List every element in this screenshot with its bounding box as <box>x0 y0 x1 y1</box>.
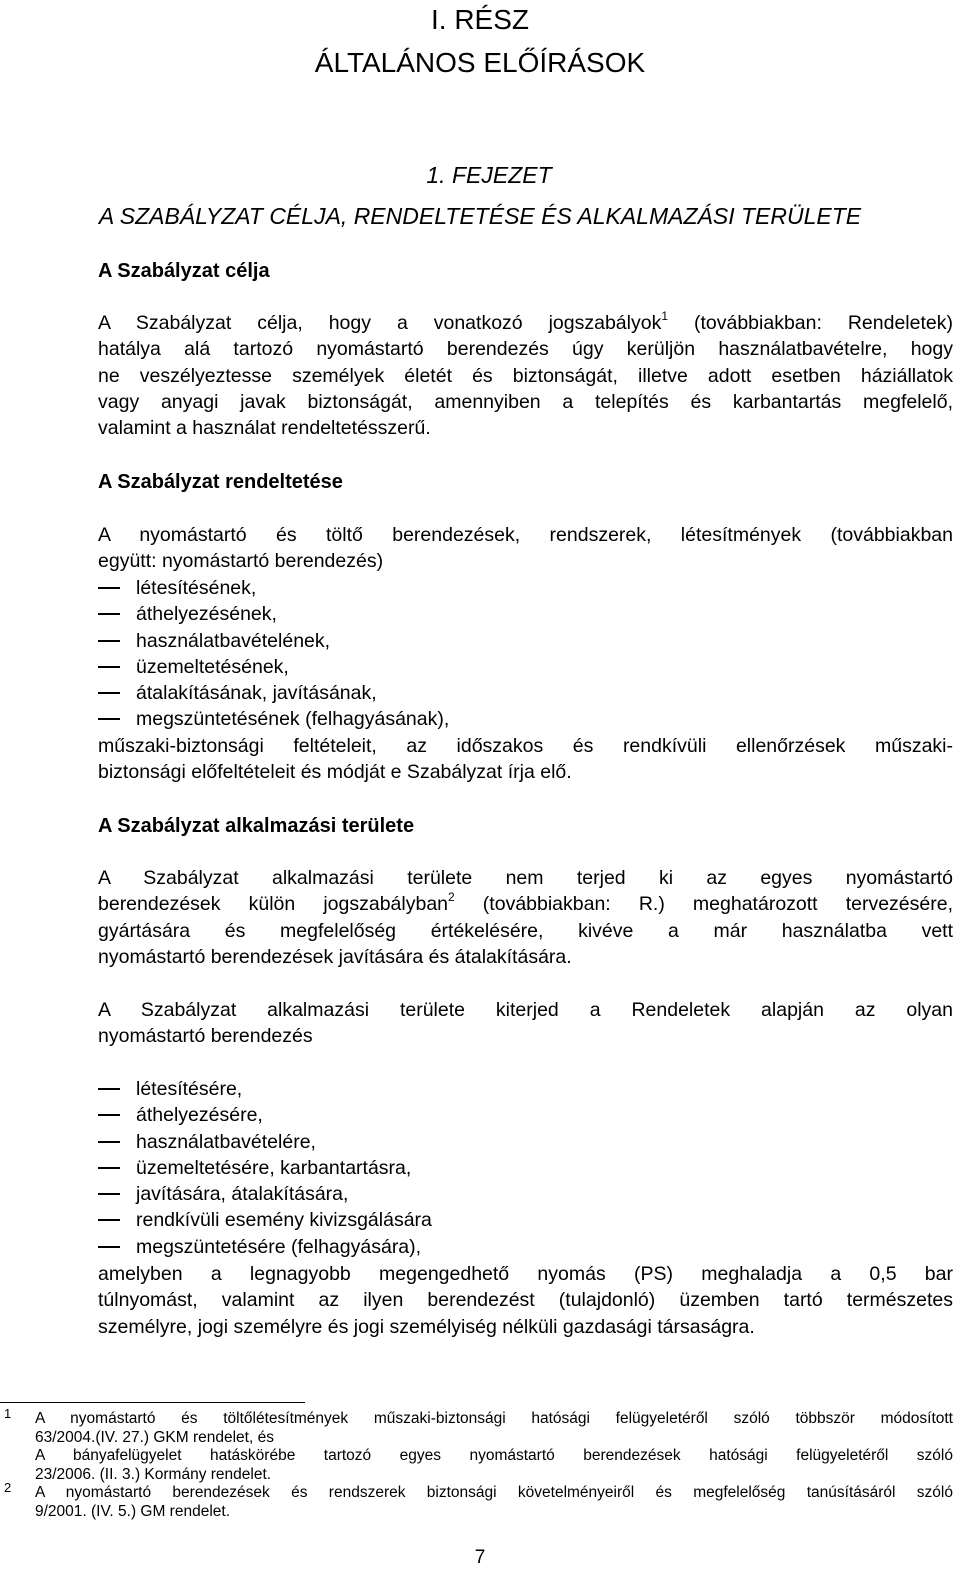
footnote-line: 23/2006. (II. 3.) Kormány rendelet. <box>35 1465 272 1483</box>
dash-bullet <box>98 1219 120 1221</box>
paragraph-line: valamint a használat rendeltetésszerű. <box>98 417 431 440</box>
footnote-line: 9/2001. (IV. 5.) GM rendelet. <box>35 1502 231 1520</box>
list-item: javítására, átalakítására, <box>98 1181 432 1207</box>
section-heading-purpose: A Szabályzat célja <box>98 260 270 282</box>
section-heading-designation: A Szabályzat rendeltetése <box>98 471 343 493</box>
dash-bullet <box>98 1141 120 1143</box>
scope-list <box>98 1076 432 1260</box>
paragraph-line: amelyben a legnagyobb megengedhető nyomás (PS) meghaladja a 0,5 bar <box>98 1263 953 1285</box>
part-number: I. RÉSZ <box>430 4 529 35</box>
paragraph-line: berendezések külön jogszabályban$^2$ (továbbiakban: R.) meghatározott tervezésére, <box>98 889 953 916</box>
paragraph-scope-1 <box>98 865 953 970</box>
chapter-title: A SZABÁLYZAT CÉLJA, RENDELTETÉSE ÉS ALKALMAZÁSI TERÜLETE <box>98 203 862 229</box>
dash-bullet <box>98 587 120 589</box>
dash-bullet <box>98 718 120 720</box>
footnote-separator <box>0 1402 305 1403</box>
paragraph-line: A Szabályzat alkalmazási területe nem terjed ki az egyes nyomástartó <box>98 867 953 889</box>
footnote-line: 63/2004.(IV. 27.) GKM rendelet, és <box>35 1428 274 1446</box>
section-heading-scope: A Szabályzat alkalmazási területe <box>98 815 415 837</box>
list-item: létesítésére, <box>98 1076 432 1102</box>
list-item: megszüntetésének (felhagyásának), <box>98 706 449 732</box>
chapter-number: 1. FEJEZET <box>426 162 552 188</box>
list-item: átalakításának, javításának, <box>98 680 449 706</box>
footnote-number: 1 <box>4 1406 12 1421</box>
dash-bullet <box>98 640 120 642</box>
paragraph-designation-outro <box>98 733 953 786</box>
dash-bullet <box>98 692 120 694</box>
paragraph-line: nyomástartó berendezés <box>98 1025 313 1048</box>
list-item: áthelyezésének, <box>98 601 449 627</box>
paragraph-line: nyomástartó berendezések javítására és átalakítására. <box>98 945 572 968</box>
list-item: üzemeltetésének, <box>98 654 449 680</box>
paragraph-scope-2 <box>98 997 953 1050</box>
dash-bullet <box>98 1088 120 1090</box>
paragraph-line: gyártására és megfelelőség értékelésére, kivéve a már használatba vett <box>98 919 953 942</box>
paragraph-line: A Szabályzat alkalmazási területe kiterjed a Rendeletek alapján az olyan <box>98 999 953 1021</box>
dash-bullet <box>98 1246 120 1248</box>
footnote-ref[interactable]: 1 <box>661 308 669 323</box>
list-item: használatbavételére, <box>98 1129 432 1155</box>
paragraph-line: együtt: nyomástartó berendezés) <box>98 550 384 573</box>
list-item: rendkívüli esemény kivizsgálására <box>98 1207 432 1233</box>
dash-bullet <box>98 1167 120 1169</box>
footnote-1 <box>35 1410 953 1484</box>
paragraph-line: műszaki-biztonsági feltételeit, az időszakos és rendkívüli ellenőrzések műszaki- <box>98 735 953 757</box>
paragraph-line: A Szabályzat célja, hogy a vonatkozó jogszabályok$^1$ (továbbiakban: Rendeletek) <box>98 308 953 334</box>
list-item: használatbavételének, <box>98 628 449 654</box>
paragraph-line: vagy anyagi javak biztonságát, amennyiben a telepítés és karbantartás megfelelő, <box>98 390 953 413</box>
dash-bullet <box>98 1114 120 1116</box>
dash-bullet <box>98 1193 120 1195</box>
part-title: ÁLTALÁNOS ELŐÍRÁSOK <box>314 47 646 78</box>
footnote-ref[interactable]: 2 <box>448 889 455 904</box>
paragraph-line: ne veszélyeztesse személyek életét és biztonságát, illetve adott esetben háziállatok <box>98 364 953 387</box>
dash-bullet <box>98 613 120 615</box>
paragraph-line: biztonsági előfeltételeit és módját e Szabályzat írja elő. <box>98 761 572 784</box>
footnote-line: A nyomástartó berendezések és rendszerek biztonsági követelményeiről és megfelelőség tanúsításáról szóló <box>35 1484 953 1501</box>
paragraph-line: A nyomástartó és töltő berendezések, rendszerek, létesítmények (továbbiakban <box>98 524 953 546</box>
list-item: üzemeltetésére, karbantartásra, <box>98 1155 432 1181</box>
list-item: áthelyezésére, <box>98 1102 432 1128</box>
footnote-line: A bányafelügyelet hatáskörébe tartozó egyes nyomástartó berendezések hatósági felügyeletéről szóló <box>35 1447 953 1464</box>
paragraph-designation-intro <box>98 522 953 575</box>
dash-bullet <box>98 666 120 668</box>
list-item: létesítésének, <box>98 575 449 601</box>
paragraph-scope-3 <box>98 1261 953 1340</box>
footnote-line: A nyomástartó és töltőlétesítmények műszaki-biztonsági hatósági felügyeletéről szóló többször módosított <box>35 1410 953 1427</box>
footnote-number: 2 <box>4 1480 12 1495</box>
list-item: megszüntetésére (felhagyására), <box>98 1234 432 1260</box>
paragraph-line: túlnyomást, valamint az ilyen berendezést (tulajdonló) üzemben tartó természetes <box>98 1289 953 1312</box>
paragraph-line: hatálya alá tartozó nyomástartó berendezés úgy kerüljön használatbavételre, hogy <box>98 338 953 361</box>
paragraph-line: személyre, jogi személyre és jogi személyiség nélküli gazdasági társaságra. <box>98 1315 755 1338</box>
page-number: 7 <box>474 1547 486 1568</box>
footnote-2 <box>35 1484 953 1521</box>
designation-list <box>98 575 449 733</box>
paragraph-purpose <box>98 310 953 441</box>
